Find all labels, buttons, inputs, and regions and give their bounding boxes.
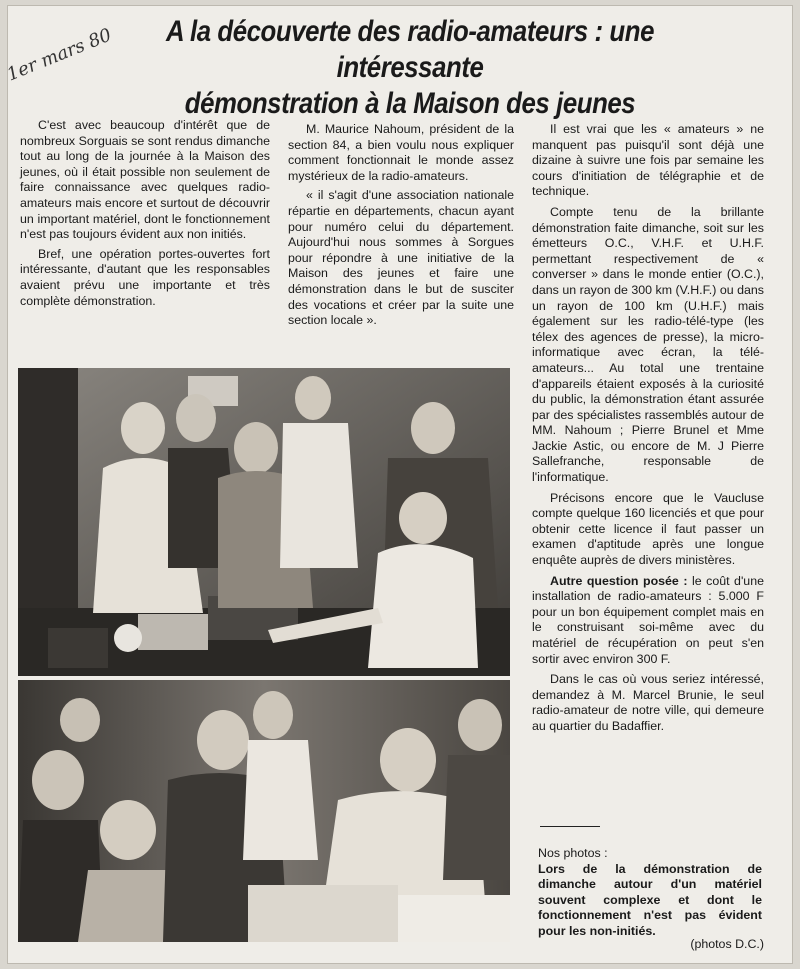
photo-demonstration-group xyxy=(18,368,510,676)
paragraph: C'est avec beaucoup d'intérêt que de nombreux Sorguais se sont rendus dimanche tout au long de la journée à la Maison des jeunes, où il était possible non seulement de faire connaissance avec quelques radio-amateurs mais encore et surtout de découvrir un important matériel, dont le fonctionnement n'est pas toujours évident aux non initiés. xyxy=(20,118,270,242)
paragraph-question xyxy=(532,574,764,668)
article-headline xyxy=(109,14,711,122)
photo-1-image xyxy=(18,368,510,676)
headline-line-1: A la découverte des radio-amateurs : une intéressante xyxy=(166,15,654,84)
paragraph: Il est vrai que les « amateurs » ne manquent pas puisqu'il sont déjà une dizaine à suivre une fois par semaine les cours d'initiation de télégraphie et de technique. xyxy=(532,122,764,199)
paragraph: Bref, une opération portes-ouvertes fort intéressante, d'autant que les responsables avaient prévu une importante et très complète démonstration. xyxy=(20,246,270,308)
photo-audience-group xyxy=(18,680,510,942)
photo-2-image xyxy=(18,680,510,942)
question-lead: Autre question posée : xyxy=(550,573,688,588)
caption-divider xyxy=(540,826,600,827)
photo-caption xyxy=(530,846,762,940)
question-body: le coût d'une installation de radio-amateurs : 5.000 F pour un bon équipement complet mais en le construisant soi-même avec du matériel de récupération on peut s'en sortir avec environ 300 F. xyxy=(532,573,764,666)
photo-credit: (photos D.C.) xyxy=(690,937,764,951)
handwritten-date: 1er mars 80 xyxy=(4,24,115,86)
paragraph: M. Maurice Nahoum, président de la section 84, a bien voulu nous expliquer comment fonctionnait le monde assez mystérieux de la radio-amateurs. xyxy=(288,122,514,183)
column-1 xyxy=(20,118,270,313)
caption-title: Nos photos : xyxy=(538,846,608,860)
paragraph: Compte tenu de la brillante démonstration faite dimanche, soit sur les émetteurs O.C., V.H.F. et U.H.F. permettant respectivement de « converser » dans le monde entier (O.C.), dans un rayon de 300 km (V.H.F.) ou dans un rayon de 100 km (U.H.F.) mais également sur les radio-télé-type (les télex des agences de presse), la micro-informatique avec écran, la télé-amateurs... Au total une trentaine d'appareils étaient exposés à la curiosité du public, la démonstration étant assurée par des spécialistes rassemblés autour de MM. Nahoum ; Pierre Brunel et Mme Jackie Astic, ou encore de M. J Pierre Sallefranche, responsable de l'informatique. xyxy=(532,204,764,485)
paragraph: Précisons encore que le Vaucluse compte quelque 160 licenciés et que pour obtenir cette licence il faut passer un examen d'aptitude après une longue enquête auprès de divers ministères. xyxy=(532,490,764,568)
caption-body: Lors de la démonstration de dimanche autour d'un matériel souvent complexe et dont le fonctionnement n'est pas évident pour les non-initiés. xyxy=(538,861,762,938)
column-3 xyxy=(532,122,764,740)
paragraph: Dans le cas où vous seriez intéressé, demandez à M. Marcel Brunie, le seul radio-amateur de notre ville, qui demeure au quartier du Badaffier. xyxy=(532,672,764,733)
column-2 xyxy=(288,122,514,333)
paragraph: « il s'agit d'une association nationale répartie en départements, chacun ayant pour numéro celui du département. Aujourd'hui nous sommes à Sorgues pour répondre à une initiative de la Maison des jeunes et faire une démonstration dans le but de susciter des vocations et créer par la suite une section locale ». xyxy=(288,188,514,328)
headline-line-2: démonstration à la Maison des jeunes xyxy=(184,87,636,120)
